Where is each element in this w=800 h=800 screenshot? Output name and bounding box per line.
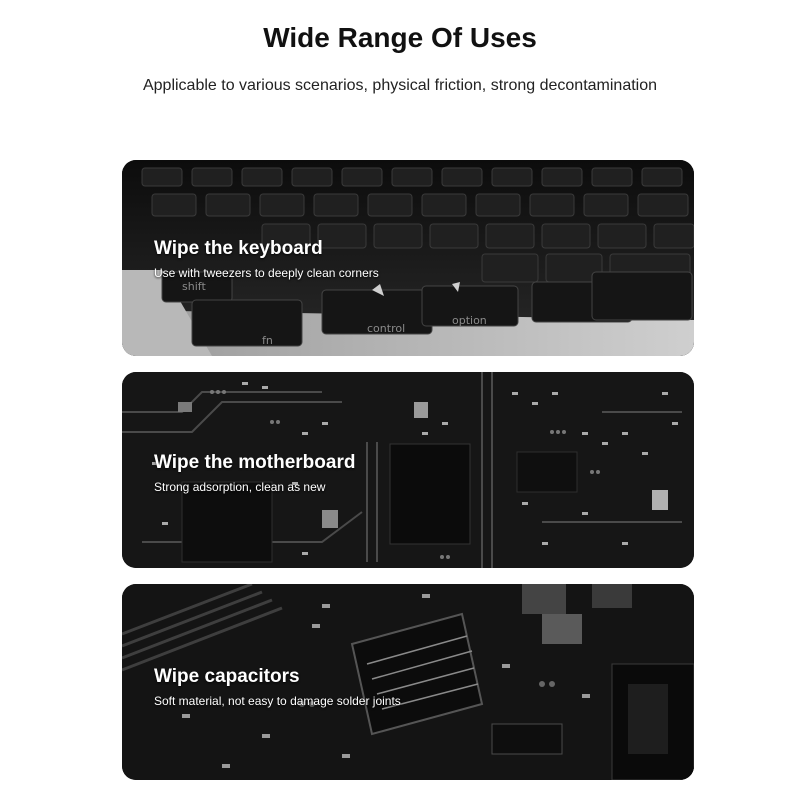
capacitors-card-desc: Soft material, not easy to damage solder joints	[154, 694, 401, 708]
motherboard-card-desc: Strong adsorption, clean as new	[154, 480, 326, 494]
keyboard-card	[122, 160, 694, 356]
page-title: Wide Range Of Uses	[263, 22, 537, 53]
key-label-control: control	[367, 322, 406, 335]
page-subtitle: Applicable to various scenarios, physical friction, strong decontamination	[142, 77, 658, 94]
key-label-shift: shift	[182, 280, 206, 293]
motherboard-card	[122, 372, 694, 568]
keyboard-card-text	[154, 238, 379, 280]
motherboard-card-title: Wipe the motherboard	[154, 452, 356, 473]
keyboard-card-desc: Use with tweezers to deeply clean corners	[154, 266, 379, 280]
capacitors-card-title: Wipe capacitors	[154, 666, 300, 687]
keyboard-card-title: Wipe the keyboard	[154, 238, 323, 259]
capacitors-card-text	[154, 666, 401, 708]
key-label-fn: fn	[262, 334, 273, 347]
key-label-option: option	[452, 314, 487, 327]
motherboard-card-text	[154, 452, 355, 494]
capacitors-card	[122, 584, 694, 780]
